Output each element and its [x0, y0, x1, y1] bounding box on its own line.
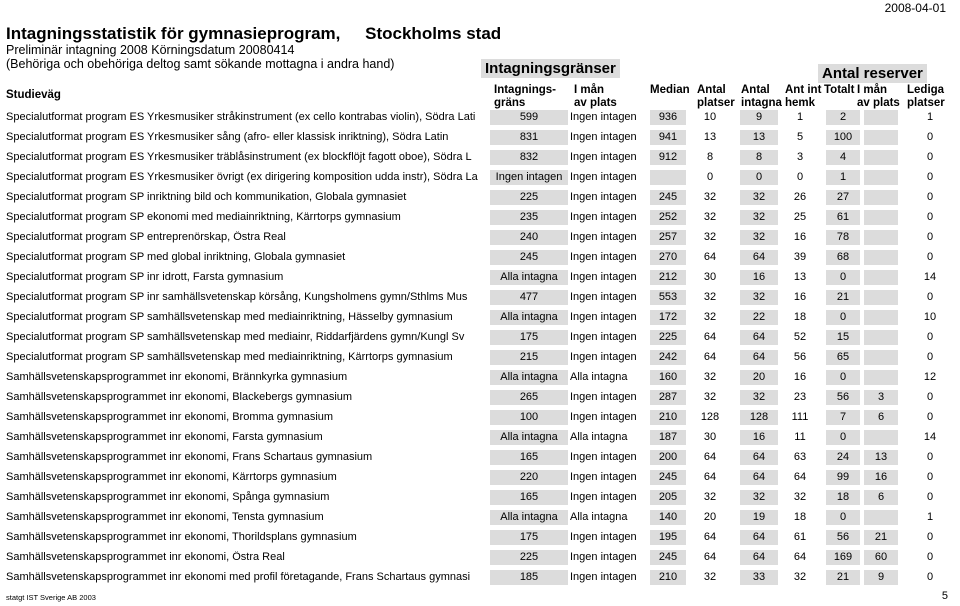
cell-intagna: 33	[740, 570, 778, 585]
cell-platser: 32	[703, 391, 717, 403]
cell-res: 9	[864, 570, 898, 585]
cell-intagna: 64	[740, 530, 778, 545]
cell-res	[864, 430, 898, 445]
cell-grans: 175	[490, 530, 568, 545]
cell-median: 242	[650, 350, 686, 365]
cell-iman: Ingen intagen	[570, 471, 637, 483]
cell-hemk: 52	[793, 331, 807, 343]
cell-intagna: 16	[740, 430, 778, 445]
cell-hemk: 5	[796, 131, 804, 143]
table-row	[0, 488, 960, 508]
cell-intagna: 64	[740, 250, 778, 265]
cell-res	[864, 170, 898, 185]
cell-grans: Alla intagna	[490, 430, 568, 445]
cell-platser: 64	[703, 451, 717, 463]
cell-intagna: 8	[740, 150, 778, 165]
cell-res	[864, 510, 898, 525]
cell-platser: 13	[703, 131, 717, 143]
cell-res	[864, 110, 898, 125]
cell-median: 270	[650, 250, 686, 265]
cell-iman: Alla intagna	[570, 371, 628, 383]
cell-name: Samhällsvetenskapsprogrammet inr ekonomi, Farsta gymnasium	[6, 431, 323, 443]
cell-lediga: 0	[926, 411, 934, 423]
cell-res	[864, 190, 898, 205]
cell-totalt: 0	[826, 370, 860, 385]
cell-grans: 599	[490, 110, 568, 125]
cell-name: Samhällsvetenskapsprogrammet inr ekonomi, Bromma gymnasium	[6, 411, 334, 423]
cell-platser: 32	[703, 571, 717, 583]
group-intagningsgranser: Intagningsgränser	[481, 59, 620, 78]
cell-totalt: 24	[826, 450, 860, 465]
cell-median: 212	[650, 270, 686, 285]
cell-median: 200	[650, 450, 686, 465]
cell-intagna: 32	[740, 490, 778, 505]
cell-res: 3	[864, 390, 898, 405]
cell-res	[864, 270, 898, 285]
cell-grans: 175	[490, 330, 568, 345]
cell-iman: Ingen intagen	[570, 491, 637, 503]
cell-lediga: 0	[926, 451, 934, 463]
cell-iman: Ingen intagen	[570, 231, 637, 243]
cell-intagna: 9	[740, 110, 778, 125]
group-antal-reserver: Antal reserver	[818, 64, 927, 83]
cell-lediga: 0	[926, 571, 934, 583]
cell-platser: 30	[703, 431, 717, 443]
cell-name: Specialutformat program SP inriktning bild och kommunikation, Globala gymnasiet	[6, 191, 407, 203]
cell-iman: Ingen intagen	[570, 551, 637, 563]
table-row	[0, 128, 960, 148]
cell-hemk: 16	[793, 371, 807, 383]
cell-median: 257	[650, 230, 686, 245]
cell-lediga: 0	[926, 231, 934, 243]
cell-grans: 165	[490, 490, 568, 505]
cell-res	[864, 250, 898, 265]
cell-hemk: 32	[793, 491, 807, 503]
table-row	[0, 368, 960, 388]
col-iman: I mån av plats	[574, 84, 617, 109]
cell-iman: Ingen intagen	[570, 571, 637, 583]
cell-hemk: 32	[793, 571, 807, 583]
cell-name: Specialutformat program ES Yrkesmusiker övrigt (ex dirigering komposition udda instr), Södra La	[6, 171, 478, 183]
cell-totalt: 4	[826, 150, 860, 165]
cell-hemk: 13	[793, 271, 807, 283]
table-row	[0, 188, 960, 208]
cell-name: Samhällsvetenskapsprogrammet inr ekonomi, Kärrtorps gymnasium	[6, 471, 337, 483]
cell-iman: Ingen intagen	[570, 291, 637, 303]
table-row	[0, 468, 960, 488]
cell-platser: 64	[703, 471, 717, 483]
cell-hemk: 18	[793, 311, 807, 323]
cell-name: Specialutformat program SP med global inriktning, Globala gymnasiet	[6, 251, 346, 263]
cell-lediga: 0	[926, 171, 934, 183]
cell-name: Samhällsvetenskapsprogrammet inr ekonomi, Spånga gymnasium	[6, 491, 330, 503]
cell-median: 936	[650, 110, 686, 125]
cell-median: 140	[650, 510, 686, 525]
cell-lediga: 14	[923, 431, 937, 443]
cell-name: Samhällsvetenskapsprogrammet inr ekonomi, Frans Schartaus gymnasium	[6, 451, 373, 463]
cell-platser: 64	[703, 351, 717, 363]
cell-intagna: 22	[740, 310, 778, 325]
cell-name: Samhällsvetenskapsprogrammet inr ekonomi, Brännkyrka gymnasium	[6, 371, 348, 383]
cell-totalt: 99	[826, 470, 860, 485]
cell-res	[864, 330, 898, 345]
cell-hemk: 23	[793, 391, 807, 403]
cell-lediga: 1	[926, 111, 934, 123]
cell-median: 941	[650, 130, 686, 145]
cell-hemk: 111	[791, 411, 809, 423]
cell-name: Samhällsvetenskapsprogrammet inr ekonomi, Thorildsplans gymnasium	[6, 531, 357, 543]
cell-name: Specialutformat program ES Yrkesmusiker stråkinstrument (ex cello kontrabas violin), Södra Lati	[6, 111, 476, 123]
cell-median: 225	[650, 330, 686, 345]
cell-lediga: 10	[923, 311, 937, 323]
cell-lediga: 12	[923, 371, 937, 383]
cell-intagna: 64	[740, 330, 778, 345]
cell-iman: Ingen intagen	[570, 351, 637, 363]
cell-lediga: 0	[926, 551, 934, 563]
table-row	[0, 508, 960, 528]
cell-grans: 235	[490, 210, 568, 225]
cell-lediga: 0	[926, 211, 934, 223]
report-date: 2008-04-01	[884, 1, 946, 15]
cell-intagna: 20	[740, 370, 778, 385]
cell-platser: 64	[703, 331, 717, 343]
cell-intagna: 64	[740, 350, 778, 365]
cell-hemk: 1	[796, 111, 804, 123]
cell-grans: 100	[490, 410, 568, 425]
cell-lediga: 0	[926, 291, 934, 303]
cell-name: Samhällsvetenskapsprogrammet inr ekonomi med profil företagande, Frans Schartaus gymnasi	[6, 571, 471, 583]
cell-totalt: 65	[826, 350, 860, 365]
cell-intagna: 32	[740, 390, 778, 405]
cell-iman: Ingen intagen	[570, 251, 637, 263]
cell-hemk: 25	[793, 211, 807, 223]
cell-res	[864, 370, 898, 385]
cell-median: 252	[650, 210, 686, 225]
cell-median: 187	[650, 430, 686, 445]
cell-hemk: 26	[793, 191, 807, 203]
cell-iman: Ingen intagen	[570, 411, 637, 423]
cell-platser: 10	[703, 111, 717, 123]
cell-totalt: 0	[826, 430, 860, 445]
cell-grans: 220	[490, 470, 568, 485]
col-intagna: Antal intagna	[741, 84, 782, 109]
cell-median: 210	[650, 410, 686, 425]
cell-grans: 477	[490, 290, 568, 305]
cell-grans: Alla intagna	[490, 510, 568, 525]
table-row	[0, 348, 960, 368]
cell-res: 6	[864, 410, 898, 425]
page-number: 5	[941, 590, 948, 602]
cell-totalt: 100	[826, 130, 860, 145]
cell-hemk: 63	[793, 451, 807, 463]
table-row	[0, 108, 960, 128]
cell-platser: 32	[703, 231, 717, 243]
cell-grans: Alla intagna	[490, 270, 568, 285]
cell-iman: Ingen intagen	[570, 271, 637, 283]
cell-iman: Ingen intagen	[570, 191, 637, 203]
cell-res	[864, 130, 898, 145]
cell-median: 172	[650, 310, 686, 325]
col-studievag: Studieväg	[6, 89, 61, 101]
subtitle-line2: (Behöriga och obehöriga deltog samt sökande mottagna i andra hand)	[6, 57, 395, 71]
cell-iman: Ingen intagen	[570, 451, 637, 463]
table-row	[0, 308, 960, 328]
table-row	[0, 228, 960, 248]
cell-name: Specialutformat program SP samhällsvetenskap med mediainr, Riddarfjärdens gymn/Kungl Sv	[6, 331, 465, 343]
cell-iman: Ingen intagen	[570, 391, 637, 403]
table-row	[0, 408, 960, 428]
cell-median: 210	[650, 570, 686, 585]
cell-median: 287	[650, 390, 686, 405]
cell-platser: 20	[703, 511, 717, 523]
cell-hemk: 0	[796, 171, 804, 183]
cell-platser: 64	[703, 531, 717, 543]
cell-grans: 225	[490, 550, 568, 565]
cell-intagna: 64	[740, 550, 778, 565]
cell-res: 13	[864, 450, 898, 465]
cell-totalt: 56	[826, 530, 860, 545]
cell-lediga: 0	[926, 491, 934, 503]
cell-iman: Ingen intagen	[570, 531, 637, 543]
cell-intagna: 0	[740, 170, 778, 185]
cell-totalt: 68	[826, 250, 860, 265]
cell-intagna: 64	[740, 470, 778, 485]
table-row	[0, 268, 960, 288]
cell-name: Specialutformat program SP inr samhällsvetenskap körsång, Kungsholmens gymn/Sthlms Mus	[6, 291, 468, 303]
cell-lediga: 0	[926, 331, 934, 343]
cell-platser: 64	[703, 251, 717, 263]
cell-platser: 32	[703, 291, 717, 303]
cell-totalt: 61	[826, 210, 860, 225]
table-row	[0, 568, 960, 588]
cell-lediga: 0	[926, 151, 934, 163]
cell-intagna: 16	[740, 270, 778, 285]
cell-grans: 165	[490, 450, 568, 465]
cell-res: 6	[864, 490, 898, 505]
footer-source: statgt IST Sverige AB 2003	[6, 593, 96, 602]
cell-totalt: 27	[826, 190, 860, 205]
cell-platser: 32	[703, 211, 717, 223]
table-row	[0, 248, 960, 268]
cell-name: Specialutformat program SP samhällsvetenskap med mediainriktning, Kärrtorps gymnasium	[6, 351, 453, 363]
cell-res	[864, 150, 898, 165]
cell-hemk: 39	[793, 251, 807, 263]
cell-intagna: 13	[740, 130, 778, 145]
cell-median: 205	[650, 490, 686, 505]
cell-median: 245	[650, 190, 686, 205]
cell-name: Specialutformat program SP samhällsvetenskap med mediainriktning, Hässelby gymnasium	[6, 311, 453, 323]
cell-platser: 32	[703, 191, 717, 203]
cell-res	[864, 290, 898, 305]
cell-lediga: 0	[926, 471, 934, 483]
table-row	[0, 548, 960, 568]
cell-iman: Ingen intagen	[570, 311, 637, 323]
page-title	[6, 24, 501, 44]
cell-hemk: 3	[796, 151, 804, 163]
cell-res	[864, 350, 898, 365]
cell-name: Specialutformat program ES Yrkesmusiker träblåsinstrument (ex blockflöjt fagott oboe), Södra L	[6, 151, 472, 163]
col-totalt: Totalt	[824, 84, 855, 96]
cell-iman: Ingen intagen	[570, 111, 637, 123]
table-row	[0, 208, 960, 228]
cell-platser: 32	[703, 311, 717, 323]
cell-platser: 30	[703, 271, 717, 283]
cell-totalt: 56	[826, 390, 860, 405]
cell-iman: Ingen intagen	[570, 211, 637, 223]
table-row	[0, 168, 960, 188]
cell-intagna: 32	[740, 290, 778, 305]
cell-median: 553	[650, 290, 686, 305]
cell-median: 245	[650, 470, 686, 485]
cell-iman: Ingen intagen	[570, 171, 637, 183]
col-anthemk: Ant int hemk	[785, 84, 822, 109]
table-row	[0, 148, 960, 168]
cell-totalt: 18	[826, 490, 860, 505]
table-row	[0, 288, 960, 308]
cell-hemk: 64	[793, 471, 807, 483]
cell-res	[864, 310, 898, 325]
cell-lediga: 0	[926, 351, 934, 363]
cell-grans: 225	[490, 190, 568, 205]
cell-lediga: 14	[923, 271, 937, 283]
title-city: Stockholms stad	[365, 24, 502, 43]
cell-res: 60	[864, 550, 898, 565]
cell-hemk: 16	[793, 231, 807, 243]
cell-name: Specialutformat program ES Yrkesmusiker sång (afro- eller klassisk inriktning), Södra Latin	[6, 131, 449, 143]
cell-res	[864, 210, 898, 225]
cell-platser: 0	[706, 171, 714, 183]
cell-lediga: 0	[926, 131, 934, 143]
cell-hemk: 11	[794, 431, 806, 443]
cell-intagna: 128	[740, 410, 778, 425]
col-grans: Intagnings- gräns	[494, 84, 556, 109]
col-median: Median	[650, 84, 690, 96]
cell-totalt: 0	[826, 510, 860, 525]
cell-intagna: 32	[740, 190, 778, 205]
cell-totalt: 169	[826, 550, 860, 565]
cell-iman: Ingen intagen	[570, 331, 637, 343]
cell-intagna: 19	[740, 510, 778, 525]
cell-grans: Alla intagna	[490, 310, 568, 325]
col-platser: Antal platser	[697, 84, 735, 109]
cell-lediga: 0	[926, 531, 934, 543]
cell-grans: Alla intagna	[490, 370, 568, 385]
cell-platser: 128	[700, 411, 720, 423]
cell-totalt: 78	[826, 230, 860, 245]
cell-totalt: 15	[826, 330, 860, 345]
cell-grans: 240	[490, 230, 568, 245]
cell-name: Specialutformat program SP ekonomi med mediainriktning, Kärrtorps gymnasium	[6, 211, 401, 223]
cell-lediga: 0	[926, 191, 934, 203]
cell-intagna: 32	[740, 230, 778, 245]
cell-totalt: 2	[826, 110, 860, 125]
cell-intagna: 64	[740, 450, 778, 465]
cell-median: 245	[650, 550, 686, 565]
table-row	[0, 528, 960, 548]
cell-totalt: 21	[826, 290, 860, 305]
cell-name: Samhällsvetenskapsprogrammet inr ekonomi, Tensta gymnasium	[6, 511, 324, 523]
cell-platser: 8	[706, 151, 714, 163]
cell-hemk: 18	[793, 511, 807, 523]
cell-lediga: 0	[926, 391, 934, 403]
cell-platser: 32	[703, 371, 717, 383]
table-row	[0, 428, 960, 448]
cell-grans: 265	[490, 390, 568, 405]
cell-platser: 32	[703, 491, 717, 503]
cell-median	[650, 170, 686, 185]
col-res-iman: I mån av plats	[857, 84, 900, 109]
cell-hemk: 16	[793, 291, 807, 303]
cell-name: Specialutformat program SP entreprenörskap, Östra Real	[6, 231, 286, 243]
cell-res	[864, 230, 898, 245]
cell-name: Samhällsvetenskapsprogrammet inr ekonomi, Östra Real	[6, 551, 285, 563]
cell-totalt: 7	[826, 410, 860, 425]
cell-totalt: 0	[826, 310, 860, 325]
cell-hemk: 64	[793, 551, 807, 563]
subtitle-line1: Preliminär intagning 2008 Körningsdatum 20080414	[6, 43, 295, 57]
table-row	[0, 388, 960, 408]
cell-intagna: 32	[740, 210, 778, 225]
cell-grans: Ingen intagen	[490, 170, 568, 185]
cell-lediga: 0	[926, 251, 934, 263]
cell-iman: Ingen intagen	[570, 151, 637, 163]
col-lediga: Lediga platser	[907, 84, 945, 109]
cell-totalt: 1	[826, 170, 860, 185]
cell-res: 21	[864, 530, 898, 545]
cell-platser: 64	[703, 551, 717, 563]
cell-grans: 831	[490, 130, 568, 145]
table-row	[0, 328, 960, 348]
cell-totalt: 21	[826, 570, 860, 585]
cell-grans: 185	[490, 570, 568, 585]
cell-totalt: 0	[826, 270, 860, 285]
cell-grans: 832	[490, 150, 568, 165]
cell-iman: Ingen intagen	[570, 131, 637, 143]
cell-median: 195	[650, 530, 686, 545]
cell-median: 912	[650, 150, 686, 165]
cell-name: Specialutformat program SP inr idrott, Farsta gymnasium	[6, 271, 284, 283]
cell-grans: 245	[490, 250, 568, 265]
cell-name: Samhällsvetenskapsprogrammet inr ekonomi, Blackebergs gymnasium	[6, 391, 353, 403]
cell-grans: 215	[490, 350, 568, 365]
cell-hemk: 61	[793, 531, 807, 543]
cell-iman: Alla intagna	[570, 431, 628, 443]
cell-iman: Alla intagna	[570, 511, 628, 523]
table-row	[0, 448, 960, 468]
cell-lediga: 1	[926, 511, 934, 523]
cell-median: 160	[650, 370, 686, 385]
cell-res: 16	[864, 470, 898, 485]
title-text: Intagningsstatistik för gymnasieprogram,	[6, 24, 341, 43]
cell-hemk: 56	[793, 351, 807, 363]
